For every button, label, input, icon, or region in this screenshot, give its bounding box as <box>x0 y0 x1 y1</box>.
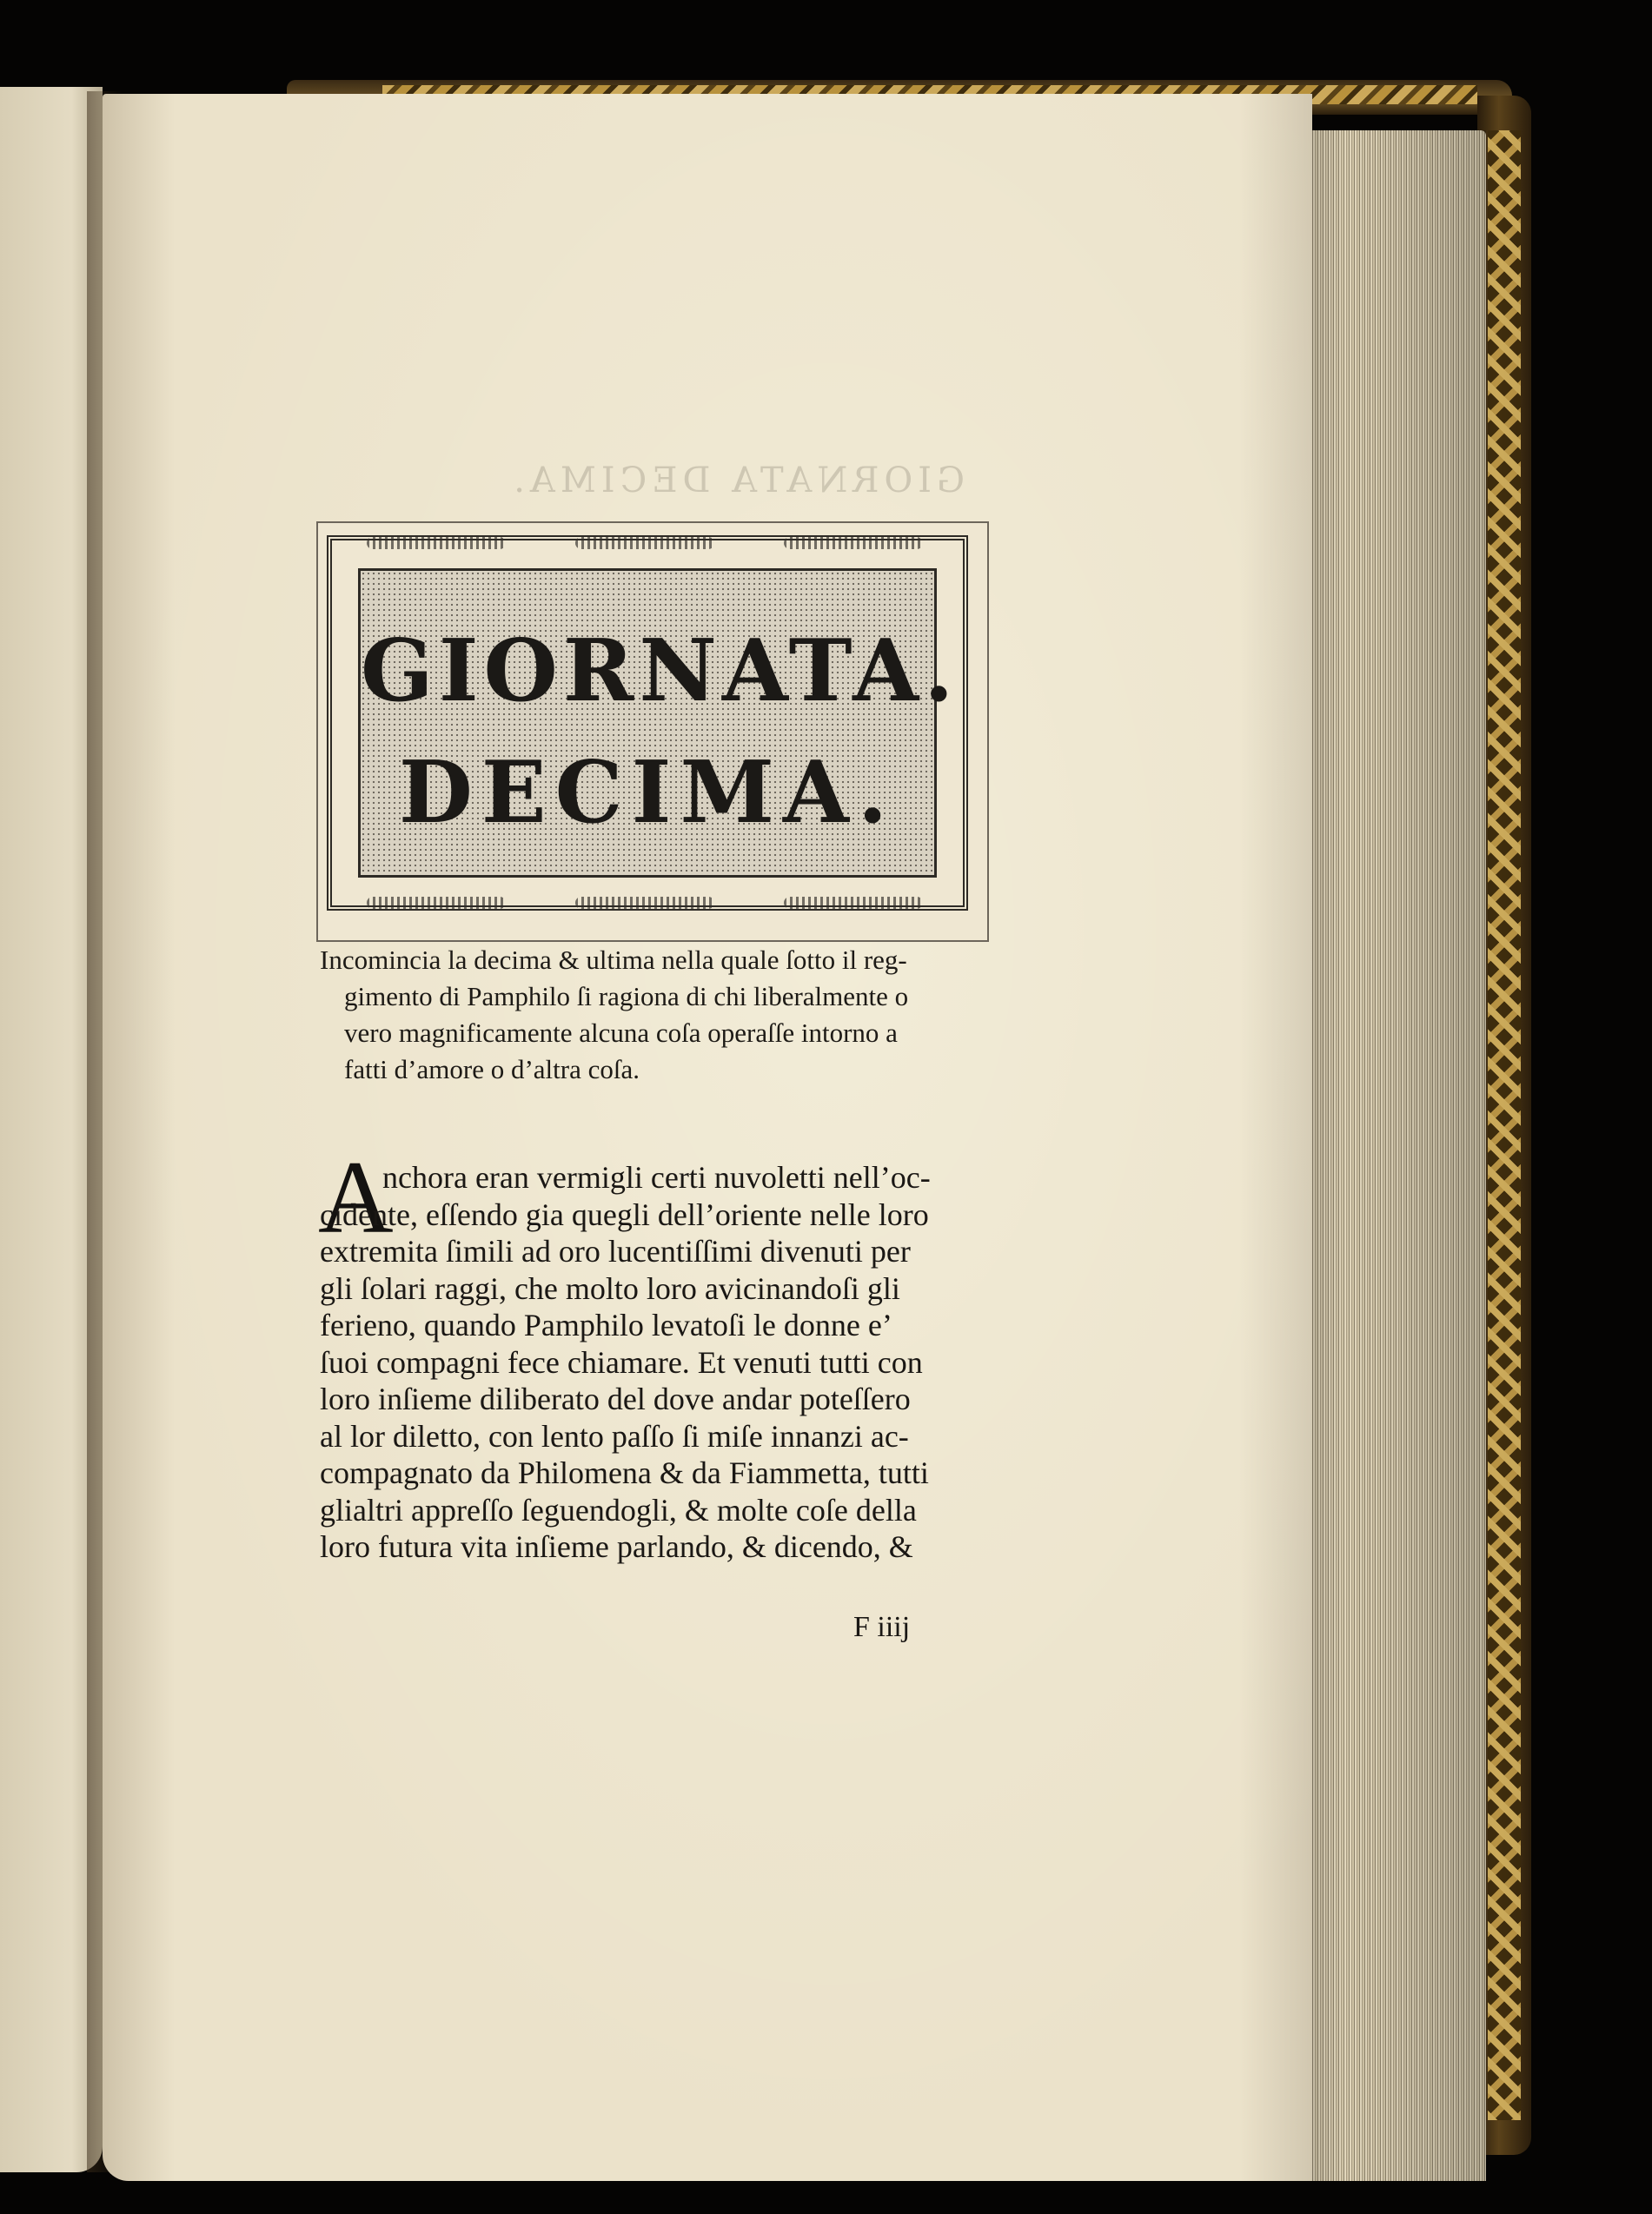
recto-page <box>103 94 1312 2181</box>
text-line: glialtri appreſſo ſeguendogli, & molte coſe della <box>320 1492 917 1528</box>
text-line: loro futura vita inſieme parlando, & dicendo, & <box>320 1529 913 1564</box>
text-line: ferieno, quando Pamphilo levatoſi le donne e’ <box>320 1308 892 1342</box>
plate-frame <box>327 535 968 911</box>
chapter-rubric <box>320 942 993 1088</box>
signature-mark: F iiij <box>853 1611 911 1643</box>
text-line: compagnato da Philomena & da Fiammetta, tutti <box>320 1455 929 1490</box>
drop-capital: A <box>318 1139 394 1255</box>
text-line: loro inſieme diliberato del dove andar poteſſero <box>320 1382 911 1416</box>
text-line: al lor diletto, con lento paſſo ſi miſe innanzi ac- <box>320 1418 909 1454</box>
body-paragraph <box>320 1138 980 1566</box>
engraved-title-plate <box>316 521 989 942</box>
rubric-line: Incomincia la decima & ultima nella quale ſotto il reg- <box>320 945 907 975</box>
plate-stippled-panel <box>358 568 959 878</box>
text-line: ſuoi compagni fece chiamare. Et venuti tutti con <box>320 1344 923 1380</box>
rubric-line: fatti d’amore o d’altra coſa. <box>344 1054 640 1084</box>
plate-title-line-1: GIORNATA. <box>361 621 959 721</box>
frame-ornament <box>784 537 923 549</box>
page-fore-edge <box>1284 130 1486 2181</box>
frame-ornament <box>575 537 714 549</box>
text-line: gli ſolari raggi, che molto loro avicinandoſi gli <box>320 1270 900 1306</box>
gilt-border-right <box>1488 130 1521 2120</box>
text-line: nchora eran vermigli certi nuvoletti nell’oc- <box>382 1160 931 1195</box>
frame-ornament <box>367 897 506 909</box>
frame-ornament <box>575 897 714 909</box>
text-line: cidente, eſſendo gia quegli dell’oriente nelle loro <box>320 1196 929 1232</box>
plate-title-line-2: DECIMA. <box>398 743 897 843</box>
rubric-line: vero magnificamente alcuna coſa operaſſe intorno a <box>344 1018 898 1048</box>
show-through-text: GIORNATA DECIMA. <box>508 461 965 500</box>
frame-ornament <box>367 537 506 549</box>
text-line: extremita ſimili ad oro lucentiſſimi divenuti per <box>320 1234 911 1269</box>
rubric-line: gimento di Pamphilo ſi ragiona di chi liberalmente o <box>344 981 909 1011</box>
frame-ornament <box>784 897 923 909</box>
